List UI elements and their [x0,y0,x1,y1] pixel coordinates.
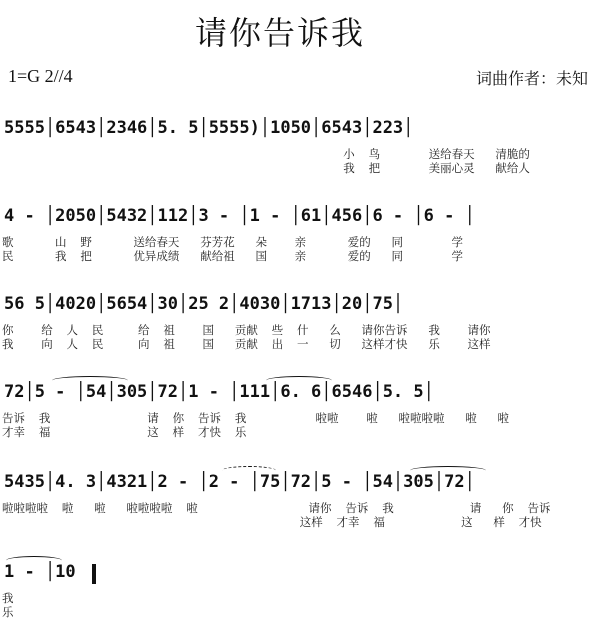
score-system-6 [0,562,602,622]
notation-line: 5555│6543│2346│5. 5│5555)│1050│6543│223│ [4,118,414,138]
lyric-verse-1: 啦啦啦啦 啦 啦 啦啦啦啦 啦 请你 告诉 我 请 你 告诉 [2,501,551,515]
score-system-3 [0,294,602,354]
lyric-verse-1: 你 给 人 民 给 祖 国 贡献 些 什 么 请你告诉 我 请你 [2,323,491,337]
lyric-verse-1: 我 [2,591,14,605]
key-signature: 1=G 2//4 [8,66,73,86]
score-system-2 [0,206,602,266]
lyric-verse-1: 告诉 我 请 你 告诉 我 啦啦 啦 啦啦啦啦 啦 啦 [2,411,510,425]
score-system-4 [0,382,602,442]
lyric-verse-2: 才幸 福 这 样 才快 乐 [2,425,247,439]
final-barline [92,564,96,584]
lyric-verse-1: 小 鸟 送给春天 清脆的 [4,147,530,161]
notation-line: 56 5│4020│5654│30│25 2│4030│1713│20│75│ [4,294,404,314]
notation-line: 5435│4. 3│4321│2 - │2 - │75│72│5 - │54│305│72│ [4,472,475,492]
lyric-verse-2: 乐 [2,605,14,619]
lyric-verse-2: 我 向 人 民 向 祖 国 贡献 出 一 切 这样才快 乐 这样 [2,337,491,351]
notation-line: 72│5 - │54│305│72│1 - │111│6. 6│6546│5. 5│ [4,382,434,402]
lyric-verse-2: 民 我 把 优异成绩 献给祖 国 亲 爱的 同 学 [2,249,463,263]
song-title: 请你告诉我 [194,14,365,52]
lyric-verse-1: 歌 山 野 送给春天 芬芳花 朵 亲 爱的 同 学 [2,235,463,249]
lyric-verse-2: 这样 才幸 福 这 样 才快 [2,515,542,529]
lyric-verse-2: 我 把 美丽心灵 献给人 [4,161,530,175]
notation-line: 4 - │2050│5432│112│3 - │1 - │61│456│6 - │6 - │ [4,206,475,226]
score-system-5 [0,472,602,532]
composer-credit: 词曲作者：未知 [475,69,588,88]
notation-line: 1 - │10 [4,562,86,582]
score-system-1 [0,118,602,178]
